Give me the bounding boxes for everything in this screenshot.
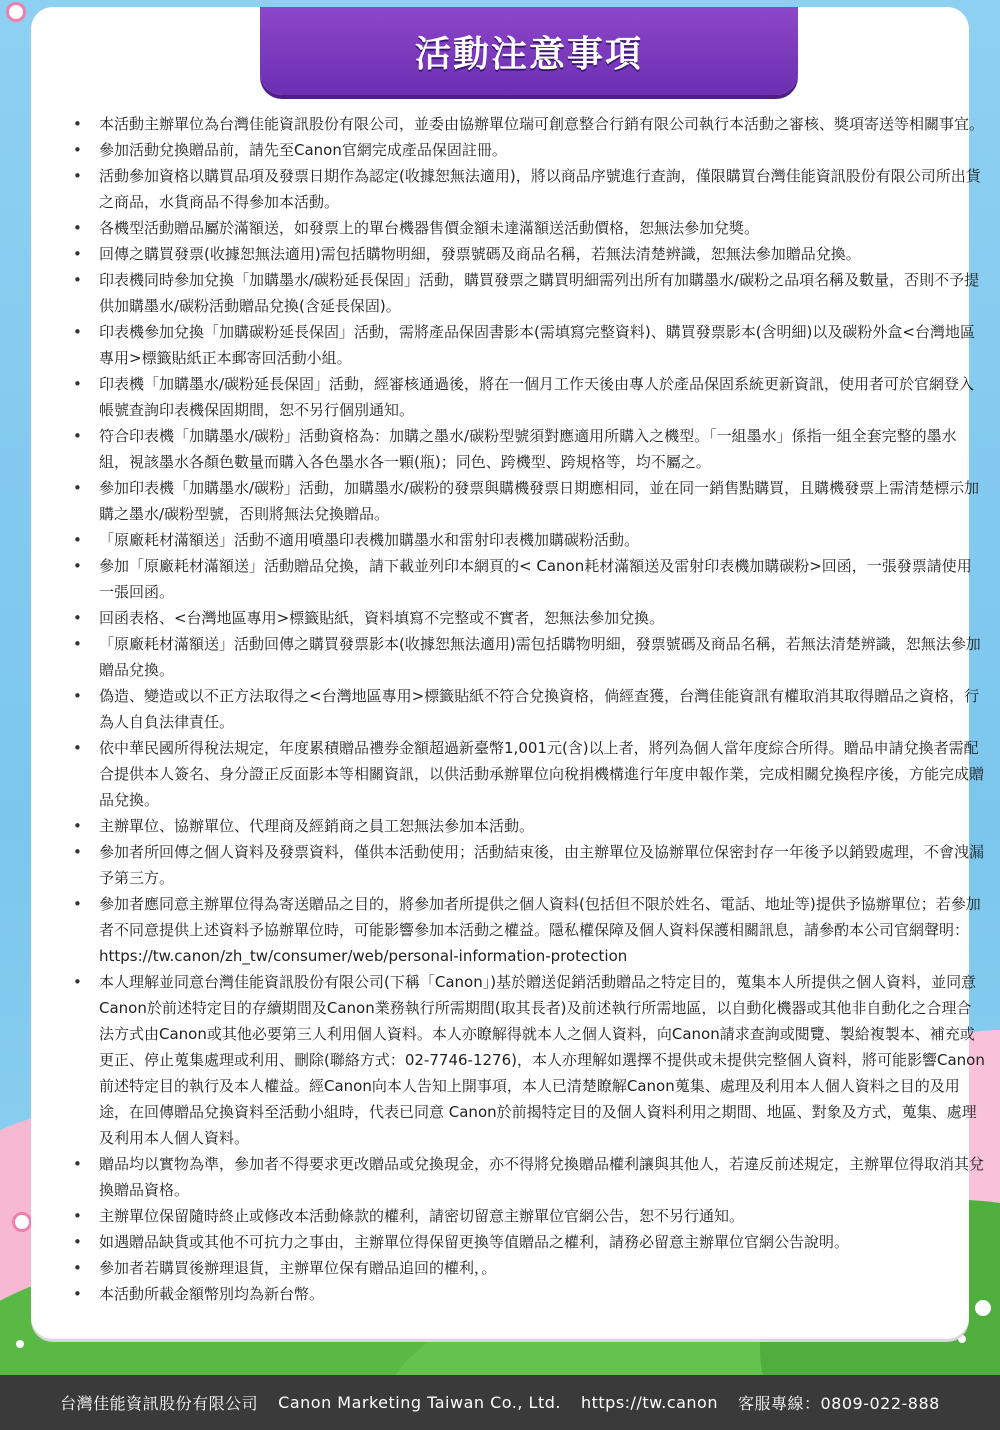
list-item: • 各機型活動贈品屬於滿額送，如發票上的單台機器售價金額未達滿額送活動價格，恕無法參加兌獎。 [73, 215, 985, 241]
list-item: • 偽造、變造或以不正方法取得之<台灣地區專用>標籤貼紙不符合兌換資格，倘經查獲，台灣佳能資訊有權取消其取得贈品之資格，行為人自負法律責任。 [73, 683, 985, 735]
list-item: • 印表機同時參加兌換「加購墨水/碳粉延長保固」活動，購買發票之購買明細需列出所有加購墨水/碳粉之品項名稱及數量，否則不予提供加購墨水/碳粉活動贈品兌換(含延長保固)。 [73, 267, 985, 319]
dot-decoration [958, 1335, 966, 1343]
dot-decoration [16, 1340, 24, 1348]
list-item: • 本人理解並同意台灣佳能資訊股份有限公司(下稱「Canon」)基於贈送促銷活動贈品之特定目的，蒐集本人所提供之個人資料，並同意Canon於前述特定目的存續期間及Canon業務執行所需期間(取其長者)及前述執行所需地區，以自動化機器或其他非自動化之合理合法方式由Canon或其他必要第三人利用個人資料。本人亦瞭解得就本人之個人資料，向Canon請求查詢或閱覽、製給複製本、補充或更正、停止蒐集處理或利用、刪除(聯絡方式：02-7746-1276)，本人亦理解如選擇不提供或未提供完整個人資料，將可能影響Canon前述特定目的執行及本人權益。經Canon向本人告知上開事項，本人已清楚瞭解Canon蒐集、處理及利用本人個人資料之目的及用途，在回傳贈品兌換資料至活動小組時，代表已同意 Canon於前揭特定目的及個人資料利用之期間、地區、對象及方式，蒐集、處理及利用本人個人資料。 [73, 969, 985, 1151]
page-title: 活動注意事項 [414, 33, 643, 75]
list-item: • 活動參加資格以購買品項及發票日期作為認定(收據恕無法適用)，將以商品序號進行查詢，僅限購買台灣佳能資訊股份有限公司所出貨之商品，水貨商品不得參加本活動。 [73, 163, 985, 215]
list-item: • 印表機「加購墨水/碳粉延長保固」活動，經審核通過後，將在一個月工作天後由專人於產品保固系統更新資訊，使用者可於官網登入帳號查詢印表機保固期間，恕不另行個別通知。 [73, 371, 985, 423]
list-item: • 參加「原廠耗材滿額送」活動贈品兌換，請下載並列印本網頁的< Canon耗材滿額送及雷射印表機加購碳粉>回函，一張發票請使用一張回函。 [73, 553, 985, 605]
list-item: • 印表機參加兌換「加購碳粉延長保固」活動，需將產品保固書影本(需填寫完整資料)、購買發票影本(含明細)以及碳粉外盒<台灣地區專用>標籤貼紙正本郵寄回活動小組。 [73, 319, 985, 371]
list-item: • 參加活動兌換贈品前，請先至Canon官網完成產品保固註冊。 [73, 137, 985, 163]
title-banner [260, 7, 798, 95]
list-item: • 依中華民國所得稅法規定，年度累積贈品禮券金額超過新臺幣1,001元(含)以上者，將列為個人當年度綜合所得。贈品申請兌換者需配合提供本人簽名、身分證正反面影本等相關資訊，以供活動承辦單位向稅捐機構進行年度申報作業，完成相關兌換程序後，方能完成贈品兌換。 [73, 735, 985, 813]
list-item: • 回傳之購買發票(收據恕無法適用)需包括購物明細，發票號碼及商品名稱，若無法清楚辨識，恕無法參加贈品兌換。 [73, 241, 985, 267]
footer-url-link[interactable]: https://tw.canon [580, 1393, 718, 1412]
notes-card [31, 7, 985, 1339]
list-item: • 「原廠耗材滿額送」活動不適用噴墨印表機加購墨水和雷射印表機加購碳粉活動。 [73, 527, 985, 553]
list-item: • 回函表格、<台灣地區專用>標籤貼紙，資料填寫不完整或不實者，恕無法參加兌換。 [73, 605, 985, 631]
flower-icon [6, 2, 26, 22]
list-item: • 參加者所回傳之個人資料及發票資料，僅供本活動使用；活動結束後，由主辦單位及協辦單位保密封存一年後予以銷毀處理，不會洩漏予第三方。 [73, 839, 985, 891]
list-item: • 主辦單位保留隨時終止或修改本活動條款的權利，請密切留意主辦單位官網公告，恕不另行通知。 [73, 1203, 985, 1229]
list-item: • 本活動所載金額幣別均為新台幣。 [73, 1281, 985, 1307]
footer-bar [0, 1375, 1000, 1430]
flower-icon [12, 1212, 32, 1232]
footer-company-en: Canon Marketing Taiwan Co., Ltd. [278, 1393, 561, 1412]
list-item: • 本活動主辦單位為台灣佳能資訊股份有限公司，並委由協辦單位瑞可創意整合行銷有限公司執行本活動之審核、獎項寄送等相關事宜。 [73, 111, 985, 137]
list-item: • 贈品均以實物為準，參加者不得要求更改贈品或兌換現金，亦不得將兌換贈品權利讓與其他人，若違反前述規定，主辦單位得取消其兌換贈品資格。 [73, 1151, 985, 1203]
list-item: • 參加者應同意主辦單位得為寄送贈品之目的，將參加者所提供之個人資料(包括但不限於姓名、電話、地址等)提供予協辦單位；若參加者不同意提供上述資料予協辦單位時，可能影響參加本活動之權益。隱私權保障及個人資料保護相關訊息，請參酌本公司官網聲明：https://tw.canon/zh_tw/consumer/web/personal-information-protection [73, 891, 985, 969]
footer-hotline: 客服專線：0809-022-888 [737, 1394, 940, 1413]
notes-list [73, 111, 985, 1307]
list-item: • 「原廠耗材滿額送」活動回傳之購買發票影本(收據恕無法適用)需包括購物明細，發票號碼及商品名稱，若無法清楚辨識，恕無法參加贈品兌換。 [73, 631, 985, 683]
list-item: • 參加者若購買後辦理退貨，主辦單位保有贈品追回的權利，。 [73, 1255, 985, 1281]
list-item: • 如遇贈品缺貨或其他不可抗力之事由，主辦單位得保留更換等值贈品之權利，請務必留意主辦單位官網公告說明。 [73, 1229, 985, 1255]
list-item: • 主辦單位、協辦單位、代理商及經銷商之員工恕無法參加本活動。 [73, 813, 985, 839]
list-item: • 符合印表機「加購墨水/碳粉」活動資格為：加購之墨水/碳粉型號須對應適用所購入之機型。「一組墨水」係指一組全套完整的墨水組，視該墨水各顏色數量而購入各色墨水各一顆(瓶)；同色、跨機型、跨規格等，均不屬之。 [73, 423, 985, 475]
footer-company-zh: 台灣佳能資訊股份有限公司 [60, 1394, 259, 1413]
list-item: • 參加印表機「加購墨水/碳粉」活動，加購墨水/碳粉的發票與購機發票日期應相同，並在同一銷售點購買，且購機發票上需清楚標示加購之墨水/碳粉型號，否則將無法兌換贈品。 [73, 475, 985, 527]
